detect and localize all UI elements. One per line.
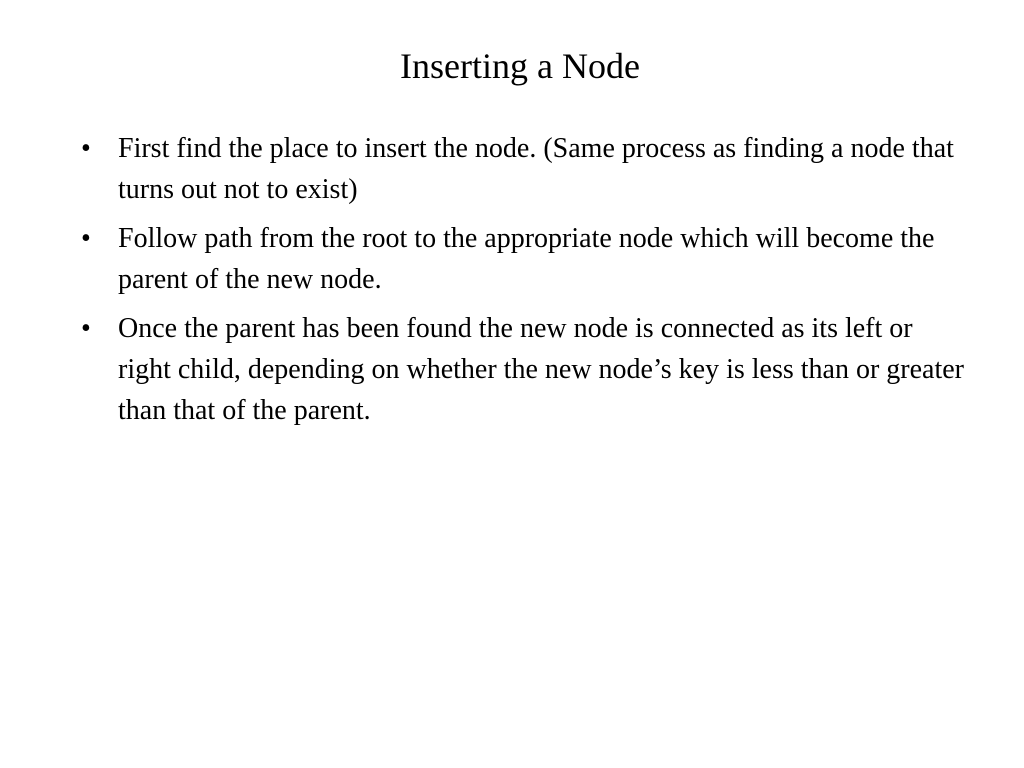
bullet-item <box>78 218 968 300</box>
bullet-mark: • <box>81 223 91 254</box>
bullet-item <box>78 308 968 431</box>
bullet-text: Follow path from the root to the appropriate node which will become the parent of the new node. <box>118 223 935 295</box>
bullet-mark: • <box>81 133 91 164</box>
bullet-text: First find the place to insert the node. (Same process as finding a node that turns out not to exist) <box>118 133 954 205</box>
bullet-text: Once the parent has been found the new node is connected as its left or right child, depending on whether the new node’s key is less than or greater than that of the parent. <box>118 313 964 426</box>
slide-title: Inserting a Node <box>400 46 640 86</box>
bullet-item <box>78 128 968 210</box>
bullet-list <box>78 128 968 439</box>
bullet-mark: • <box>81 313 91 344</box>
